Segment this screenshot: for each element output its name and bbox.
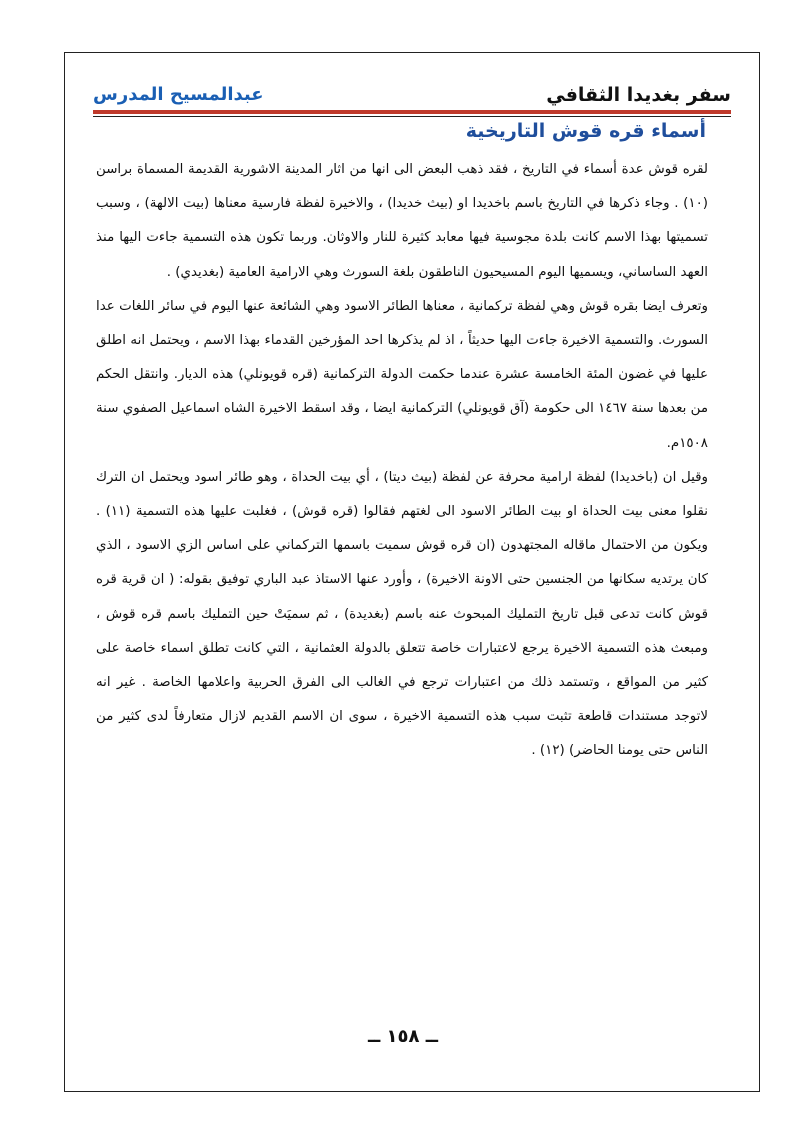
author-name: عبدالمسيح المدرس — [93, 84, 264, 105]
section-title: أسماء قره قوش التاريخية — [465, 120, 706, 142]
header-rule-black — [93, 116, 731, 117]
header-rule-red — [93, 110, 731, 114]
body-text — [96, 153, 708, 769]
page-number: ــ ١٥٨ ــ — [367, 1026, 439, 1047]
running-header — [93, 80, 731, 116]
paragraph: لقره قوش عدة أسماء في التاريخ ، فقد ذهب البعض الى انها من اثار المدينة الاشورية القديمة المسماة براسن (١٠) . وجاء ذكرها في التاريخ باسم باخديدا او (بيث خديدا) ، والاخيرة لفظة فارسية معناها (بيت الالهة) ، وسبب تسميتها بهذا الاسم كانت بلدة مجوسية فيها معابد كثيرة للنار والاوثان. وربما تكون هذه التسمية جاءت اليها منذ العهد الساساني، ويسميها اليوم المسيحيون الناطقون بلغة السورث وهي الارامية العامية (بغديدي) . — [96, 162, 708, 280]
paragraph: وتعرف ايضا بقره قوش وهي لفظة تركمانية ، معناها الطائر الاسود وهي الشائعة عنها اليوم في سائر اللغات عدا السورث. والتسمية الاخيرة جاءت اليها حديثاً ، اذ لم يذكرها احد المؤرخين القدماء بهذا الاسم ، ويحتمل انه اطلق عليها في غضون المئة الخامسة عشرة عندما حكمت الدولة التركمانية (قره قويونلي) هذه الديار. وانتقل الحكم من بعدها سنة ١٤٦٧ الى حكومة (آق قويونلي) التركمانية ايضا ، وقد اسقط الاخيرة الشاه اسماعيل الصفوي سنة ١٥٠٨م. — [96, 298, 708, 451]
book-title: سفر بغديدا الثقافي — [546, 84, 731, 106]
paragraph: وقيل ان (باخديدا) لفظة ارامية محرفة عن لفظة (بيث ديتا) ، أي بيت الحداة ، وهو طائر اسود ويحتمل ان الترك نقلوا معنى بيت الحداة او بيت الطائر الاسود الى لغتهم فقالوا (قره قوش) ، فغلبت عليها هذه التسمية (١١) . ويكون من الاحتمال ماقاله المجتهدون (ان قره قوش سميت باسمها التركماني على اساس الزي الاسود ، الذي كان يرتديه سكانها من الجنسين حتى الاونة الاخيرة) ، وأورد عنها الاستاذ عبد الباري توفيق بقوله: ( ان قرية قره قوش كانت تدعى قبل تاريخ التمليك المبحوث عنه باسم (بغديدة) ، ثم سميَتْ حين التمليك باسم قره قوش ، ومبعث هذه التسمية الاخيرة يرجع لاعتبارات خاصة تتعلق بالدولة العثمانية ، التي كانت تطلق اسماء خاصة على كثير من المواقع ، وتستمد ذلك من اعتبارات ترجع في الغالب الى الفرق الحربية واعلامها الخاصة . غير انه لاتوجد مستندات قاطعة تثبت سبب هذه التسمية الاخيرة ، سوى ان الاسم القديم لازال متعارفاً لدى كثير من الناس حتى يومنا الحاضر) (١٢) . — [96, 469, 708, 759]
